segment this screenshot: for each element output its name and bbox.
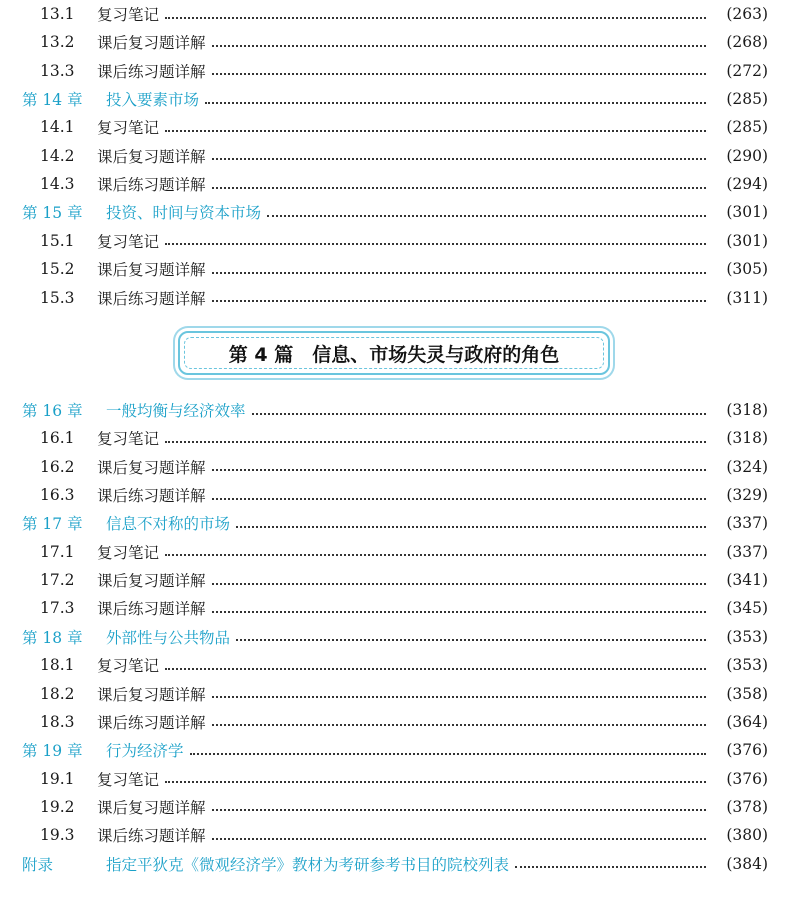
entry-number: 15.1 (40, 231, 75, 250)
entry-page-number: (294) (726, 175, 768, 194)
entry-page-number: (324) (726, 457, 768, 476)
toc-section-row[interactable] (0, 142, 790, 170)
entry-page-number: (364) (726, 712, 768, 731)
entry-page-number: (337) (726, 514, 768, 533)
dot-leader (165, 553, 706, 556)
entry-number: 第 18 章 (22, 628, 83, 647)
toc-section-row[interactable] (0, 481, 790, 509)
entry-number: 18.3 (40, 712, 75, 731)
dot-leader (165, 780, 706, 783)
dot-leader (212, 186, 706, 189)
entry-title: 课后练习题详解 (97, 62, 206, 81)
toc-section-row[interactable] (0, 424, 790, 452)
dot-leader (165, 440, 706, 443)
toc-chapter-row[interactable] (0, 850, 790, 878)
entry-page-number: (378) (726, 797, 768, 816)
entry-number: 第 16 章 (22, 402, 83, 420)
entry-number: 17.3 (40, 599, 75, 618)
entry-page-number: (272) (726, 61, 768, 80)
entry-number: 14.1 (40, 118, 75, 137)
entry-title: 课后练习题详解 (97, 289, 206, 308)
dot-leader (236, 638, 706, 641)
entry-number: 15.2 (40, 260, 75, 279)
toc-section-row[interactable] (0, 651, 790, 679)
toc-chapter-row[interactable] (0, 509, 790, 537)
entry-title: 外部性与公共物品 (106, 628, 231, 647)
toc-chapter-row[interactable] (0, 736, 790, 764)
entry-number: 16.3 (40, 486, 75, 505)
entry-number: 15.3 (40, 288, 75, 307)
entry-title: 行为经济学 (106, 742, 184, 761)
entry-title: 课后复习题详解 (97, 572, 206, 591)
entry-title: 课后复习题详解 (97, 147, 206, 166)
toc-section-row[interactable] (0, 793, 790, 821)
toc-section-row[interactable] (0, 255, 790, 283)
dot-leader (212, 497, 706, 500)
entry-title: 课后练习题详解 (97, 600, 206, 619)
entry-number: 16.1 (40, 429, 75, 448)
entry-number: 17.1 (40, 542, 75, 561)
dot-leader (165, 667, 706, 670)
entry-title: 复习笔记 (97, 119, 160, 138)
dot-leader (515, 865, 706, 868)
entry-title: 课后复习题详解 (97, 458, 206, 477)
entry-title: 课后复习题详解 (97, 798, 206, 817)
entry-number: 14.3 (40, 175, 75, 194)
entry-page-number: (263) (726, 5, 768, 23)
dot-leader (212, 610, 706, 613)
entry-title: 课后复习题详解 (97, 261, 206, 280)
entry-number: 第 19 章 (22, 742, 83, 761)
dot-leader (212, 582, 706, 585)
entry-number: 17.2 (40, 571, 75, 590)
dot-leader (205, 101, 706, 104)
dot-leader (212, 808, 706, 811)
entry-page-number: (380) (726, 826, 768, 845)
dot-leader (165, 16, 706, 19)
entry-title: 复习笔记 (97, 543, 160, 562)
entry-title: 课后复习题详解 (97, 34, 206, 53)
dot-leader (190, 752, 706, 755)
toc-section-row[interactable] (0, 765, 790, 793)
dot-leader (212, 695, 706, 698)
entry-number: 19.1 (40, 769, 75, 788)
entry-number: 附录 (22, 855, 54, 874)
entry-number: 14.2 (40, 146, 75, 165)
entry-page-number: (290) (726, 146, 768, 165)
entry-number: 13.3 (40, 61, 75, 80)
entry-number: 19.3 (40, 826, 75, 845)
toc-chapter-row[interactable] (0, 85, 790, 113)
entry-number: 第 15 章 (22, 204, 83, 223)
entry-title: 复习笔记 (97, 430, 160, 449)
entry-page-number: (301) (726, 231, 768, 250)
entry-title: 复习笔记 (97, 232, 160, 251)
entry-page-number: (358) (726, 684, 768, 703)
entry-number: 13.2 (40, 33, 75, 52)
entry-title: 复习笔记 (97, 6, 160, 24)
toc-section-row[interactable] (0, 538, 790, 566)
entry-page-number: (337) (726, 542, 768, 561)
entry-page-number: (285) (726, 118, 768, 137)
entry-page-number: (345) (726, 599, 768, 618)
entry-page-number: (305) (726, 260, 768, 279)
dot-leader (212, 44, 706, 47)
entry-page-number: (353) (726, 627, 768, 646)
entry-page-number: (268) (726, 33, 768, 52)
toc-section-row[interactable] (0, 566, 790, 594)
toc-section-row[interactable] (0, 227, 790, 255)
toc-section-row[interactable] (0, 594, 790, 622)
toc-section-row[interactable] (0, 708, 790, 736)
dot-leader (212, 837, 706, 840)
entry-number: 18.1 (40, 656, 75, 675)
entry-title: 投入要素市场 (106, 91, 200, 110)
entry-title: 课后练习题详解 (97, 487, 206, 506)
entry-page-number: (301) (726, 203, 768, 222)
entry-title: 课后练习题详解 (97, 176, 206, 195)
entry-number: 18.2 (40, 684, 75, 703)
dot-leader (165, 242, 706, 245)
entry-title: 复习笔记 (97, 770, 160, 789)
dot-leader (212, 299, 706, 302)
part-banner (178, 331, 610, 375)
entry-title: 指定平狄克《微观经济学》教材为考研参考书目的院校列表 (106, 855, 510, 874)
toc-section-row[interactable] (0, 284, 790, 312)
entry-page-number: (341) (726, 571, 768, 590)
toc-section-row[interactable] (0, 170, 790, 198)
entry-page-number: (329) (726, 486, 768, 505)
entry-page-number: (353) (726, 656, 768, 675)
entry-page-number: (384) (726, 854, 768, 873)
entry-title: 复习笔记 (97, 657, 160, 676)
entry-page-number: (376) (726, 741, 768, 760)
toc-section-row[interactable] (0, 113, 790, 141)
entry-number: 第 17 章 (22, 515, 83, 534)
part-title: 第 4 篇 信息、市场失灵与政府的角色 (228, 343, 560, 366)
dot-leader (252, 412, 706, 415)
dot-leader (212, 468, 706, 471)
entry-number: 19.2 (40, 797, 75, 816)
entry-title: 课后练习题详解 (97, 827, 206, 846)
toc-section-row[interactable] (0, 0, 790, 28)
entry-number: 16.2 (40, 457, 75, 476)
entry-number: 第 14 章 (22, 91, 83, 110)
entry-page-number: (376) (726, 769, 768, 788)
entry-page-number: (318) (726, 401, 768, 419)
dot-leader (212, 72, 706, 75)
entry-title: 课后复习题详解 (97, 685, 206, 704)
dot-leader (267, 214, 706, 217)
entry-title: 信息不对称的市场 (106, 515, 231, 534)
entry-page-number: (311) (726, 288, 768, 307)
entry-number: 13.1 (40, 5, 75, 23)
dot-leader (212, 271, 706, 274)
toc-section-row[interactable] (0, 28, 790, 56)
toc-chapter-row[interactable] (0, 396, 790, 424)
dot-leader (236, 525, 706, 528)
toc-chapter-row[interactable] (0, 198, 790, 226)
toc-chapter-row[interactable] (0, 623, 790, 651)
entry-title: 课后练习题详解 (97, 713, 206, 732)
dot-leader (212, 723, 706, 726)
entry-title: 一般均衡与经济效率 (106, 402, 246, 420)
dot-leader (212, 157, 706, 160)
toc-section-row[interactable] (0, 57, 790, 85)
entry-title: 投资、时间与资本市场 (106, 204, 262, 223)
dot-leader (165, 129, 706, 132)
toc-section-row[interactable] (0, 453, 790, 481)
entry-page-number: (285) (726, 90, 768, 109)
entry-page-number: (318) (726, 429, 768, 448)
toc-section-row[interactable] (0, 821, 790, 849)
toc-section-row[interactable] (0, 680, 790, 708)
